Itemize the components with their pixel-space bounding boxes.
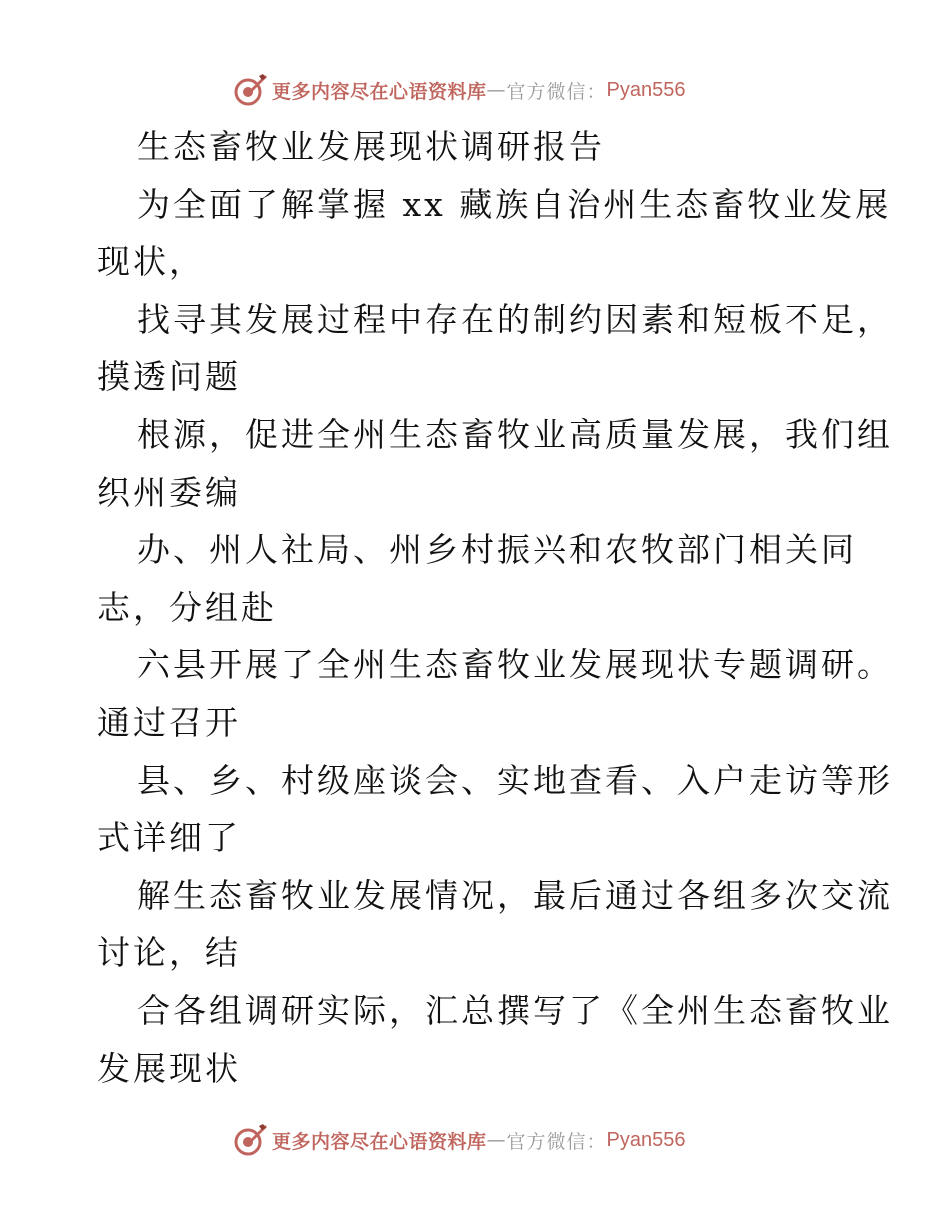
text-line: 县、乡、村级座谈会、实地查看、入户走访等形 — [137, 760, 893, 800]
text-line: 现状， — [97, 242, 205, 282]
text-line: 合各组调研实际，汇总撰写了《全州生态畜牧业 — [137, 990, 893, 1030]
footer-banner — [232, 1120, 686, 1160]
document-body — [97, 118, 893, 1097]
banner-dash: — — [486, 1129, 507, 1151]
banner-site-text: 更多内容尽在心语资料库 — [272, 80, 487, 103]
header-banner — [232, 70, 686, 110]
banner-site-text: 更多内容尽在心语资料库 — [272, 1130, 487, 1153]
text-line: 讨论，结 — [97, 933, 241, 973]
text-line: 通过召开 — [97, 702, 241, 742]
pen-logo-icon — [232, 1122, 268, 1158]
text-line: 找寻其发展过程中存在的制约因素和短板不足， — [137, 299, 893, 339]
banner-wechat-label: 官方微信： — [506, 80, 607, 103]
document-title: 生态畜牧业发展现状调研报告 — [137, 127, 605, 166]
text-line: 发展现状 — [97, 1048, 241, 1088]
banner-wechat-label: 官方微信： — [506, 1130, 607, 1153]
text-line: 为全面了解掌握 xx 藏族自治州生态畜牧业发展 — [137, 184, 892, 224]
banner-wechat-id: Pyan556 — [606, 1128, 686, 1151]
text-line: 织州委编 — [97, 472, 241, 512]
text-line: 志，分组赴 — [97, 587, 277, 627]
text-line: 六县开展了全州生态畜牧业发展现状专题调研。 — [137, 645, 893, 685]
text-line: 摸透问题 — [97, 357, 241, 397]
pen-logo-icon — [232, 72, 268, 108]
text-line: 办、州人社局、州乡村振兴和农牧部门相关同 — [137, 530, 857, 570]
text-line: 式详细了 — [97, 818, 241, 858]
banner-wechat-id: Pyan556 — [606, 78, 686, 101]
banner-dash: — — [486, 79, 507, 101]
text-line: 根源，促进全州生态畜牧业高质量发展，我们组 — [137, 414, 893, 454]
text-line: 解生态畜牧业发展情况，最后通过各组多次交流 — [137, 875, 893, 915]
